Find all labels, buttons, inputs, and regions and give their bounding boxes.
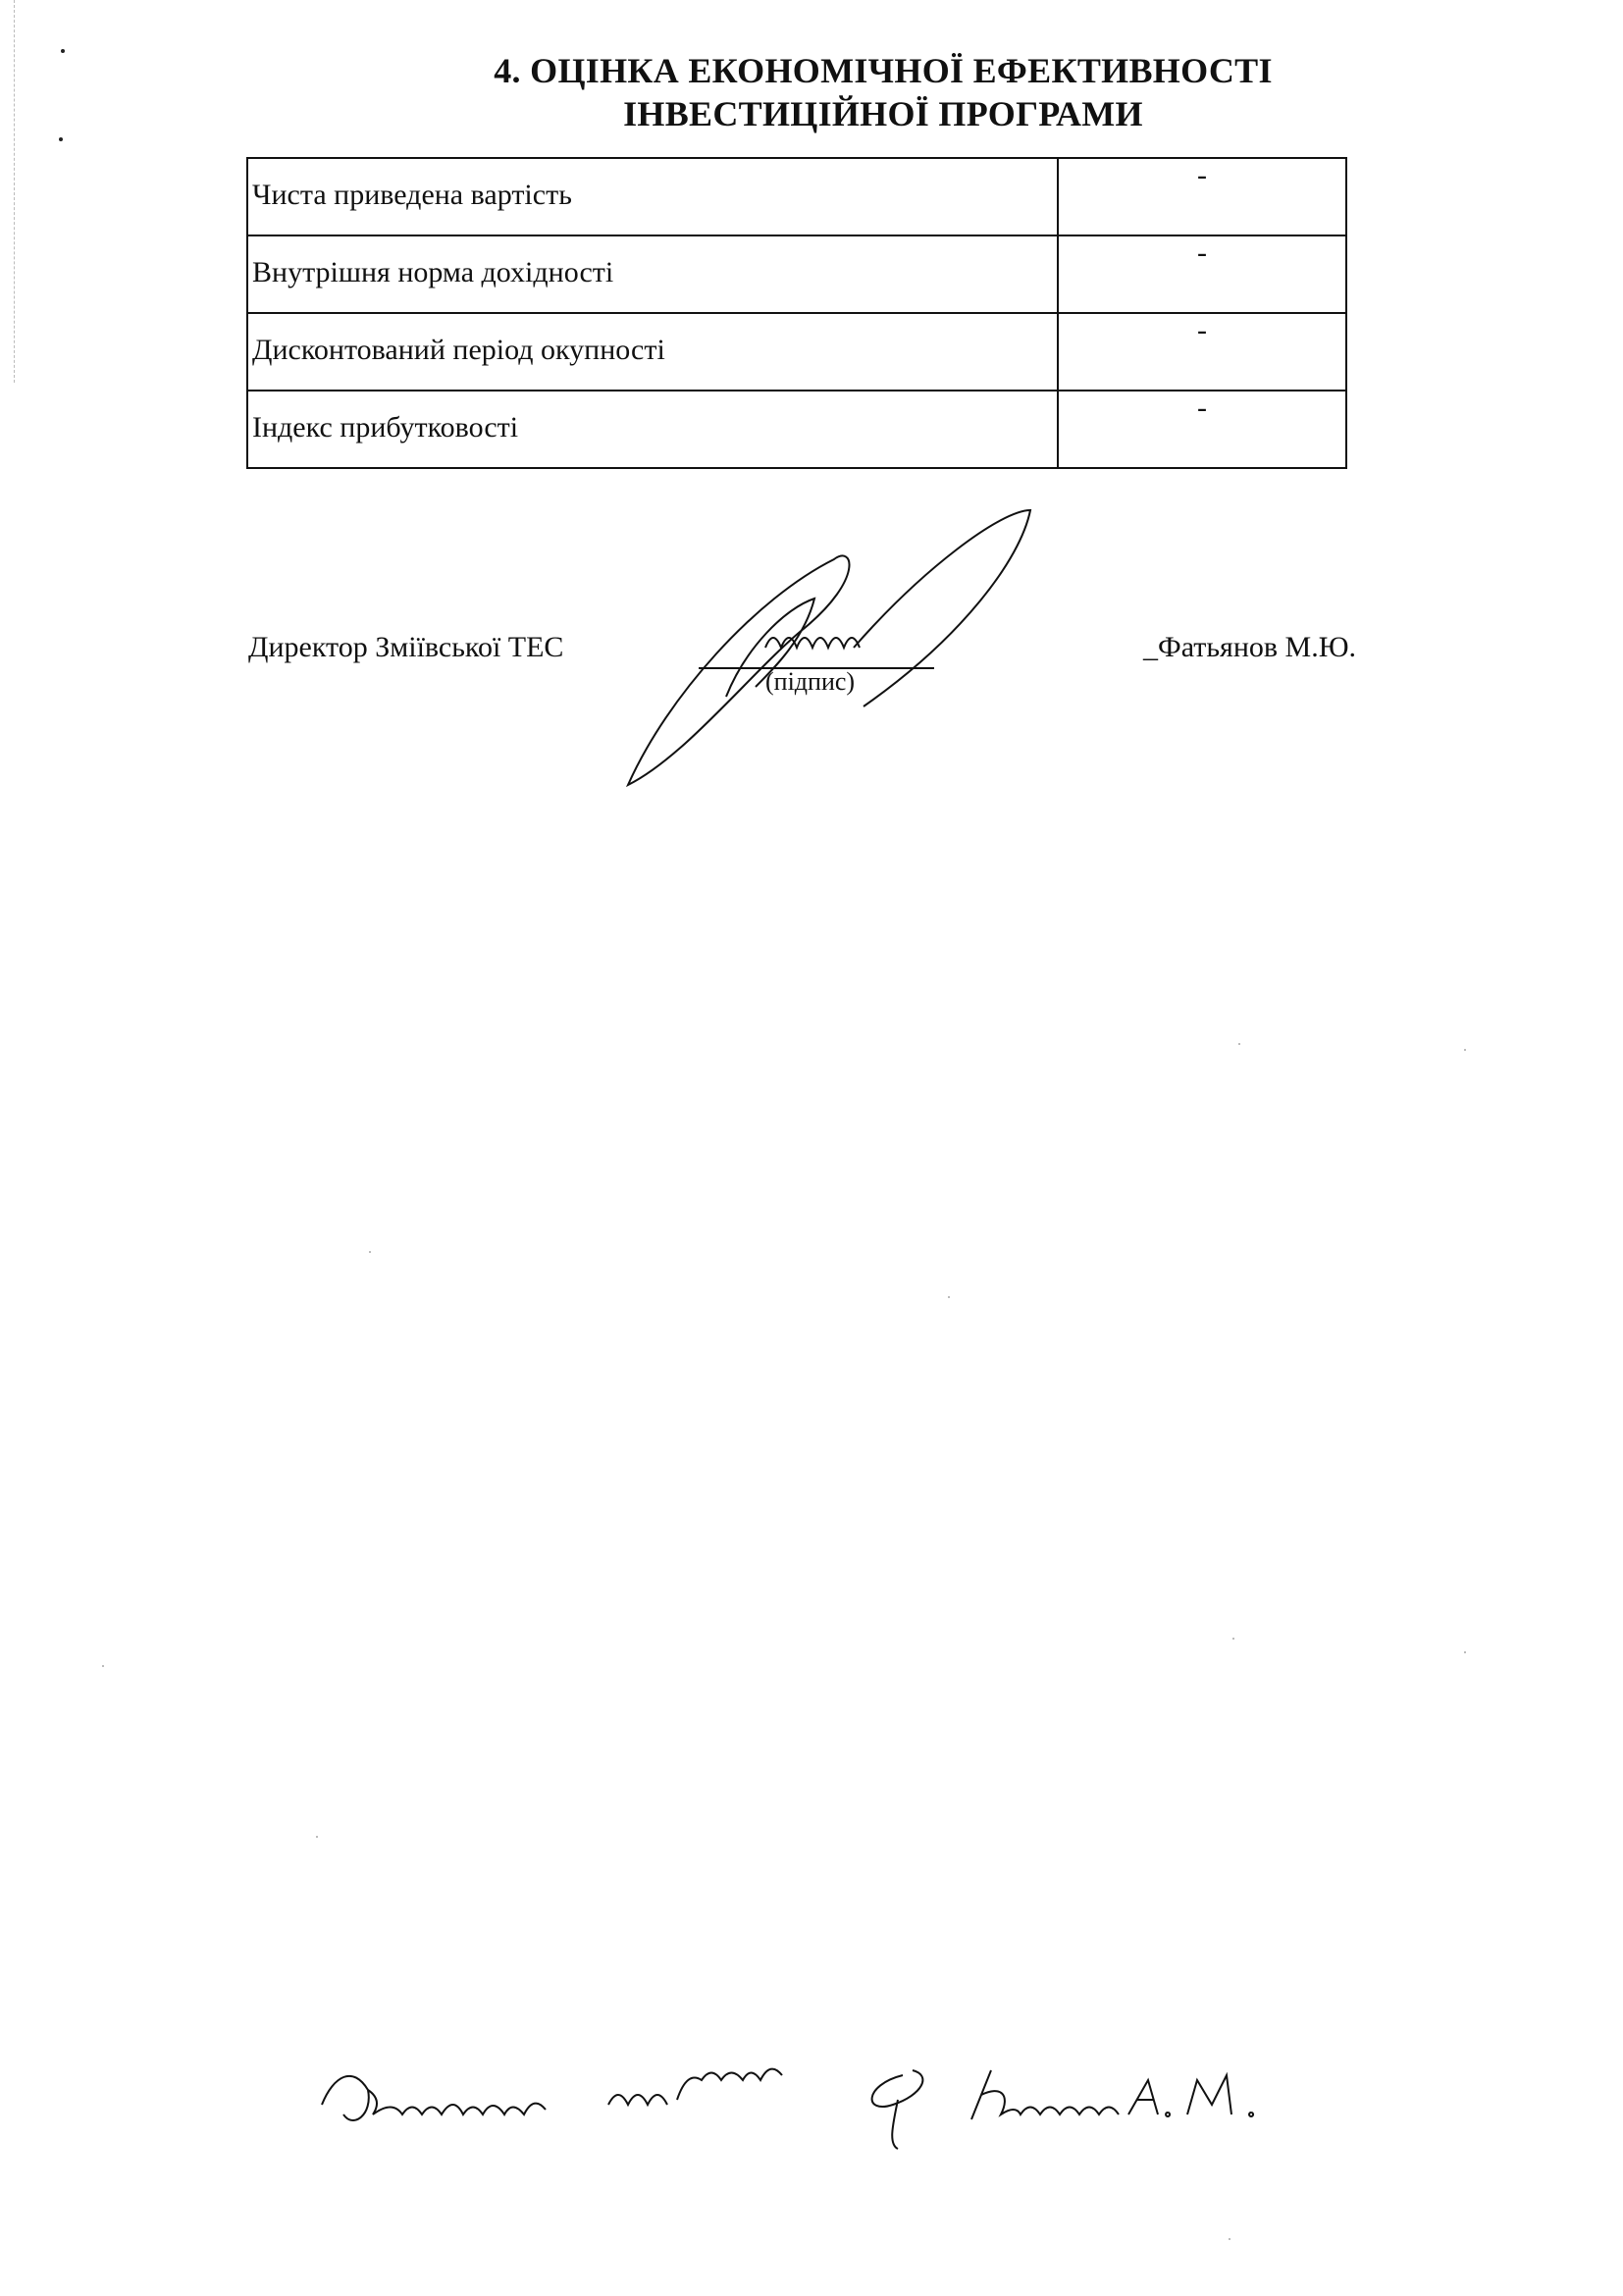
signature-caption: (підпис) (765, 667, 856, 696)
indicator-value: - (1058, 391, 1346, 468)
scan-dot (1232, 1638, 1234, 1640)
scan-dot (1229, 2238, 1230, 2240)
director-position: Директор Зміївської ТЕС (248, 631, 564, 663)
handwritten-note-text: Виконавець нач. ВКБтаР Коменко А.М. (314, 2046, 331, 2047)
indicator-value: - (1058, 313, 1346, 391)
scan-dot (316, 1836, 318, 1838)
section-title-line-1: 4. ОЦІНКА ЕКОНОМІЧНОЇ ЕФЕКТИВНОСТІ (494, 51, 1273, 90)
scan-dot (1238, 1043, 1240, 1045)
scan-dot (102, 1665, 104, 1667)
handwritten-executor-note (314, 2046, 1295, 2154)
director-name: _Фатьянов М.Ю. (1143, 631, 1357, 663)
director-signature (608, 500, 1060, 795)
signature-block (0, 0, 1623, 883)
scan-dot (1464, 1049, 1466, 1051)
indicator-label: Внутрішня норма дохідності (247, 235, 1058, 313)
section-title-line-2: ІНВЕСТИЦІЙНОЇ ПРОГРАМИ (623, 94, 1143, 133)
scan-dot (369, 1251, 371, 1253)
indicator-label: Індекс прибутковості (247, 391, 1058, 468)
indicator-label: Дисконтований період окупності (247, 313, 1058, 391)
indicator-value: - (1058, 158, 1346, 235)
indicator-label: Чиста приведена вартість (247, 158, 1058, 235)
indicator-value: - (1058, 235, 1346, 313)
scan-dot (1464, 1651, 1466, 1653)
scan-dot (948, 1296, 950, 1298)
